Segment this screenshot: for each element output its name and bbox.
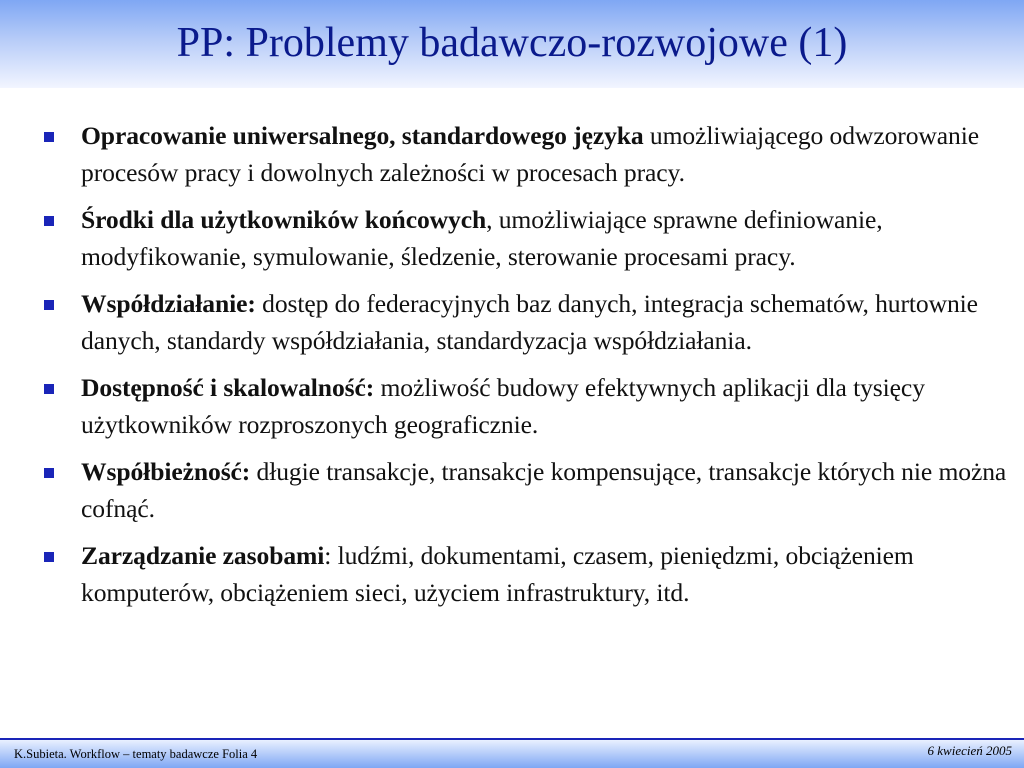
bullet-text: dostęp do federacyjnych baz danych, integracja schematów, hurtownie danych, standardy współdziałania, standardyzacja współdziałania. [81,289,978,355]
bullet-text: umożliwiającego odwzorowanie procesów pracy i dowolnych zależności w procesach pracy. [81,121,980,187]
list-item [44,537,1012,611]
bullet-heading: Środki dla użytkowników końcowych [81,205,487,234]
bullet-text: długie transakcje, transakcje kompensujące, transakcje których nie można cofnąć. [81,457,1007,523]
footer-author: K.Subieta. Workflow – tematy badawcze Folia 4 [14,747,258,761]
bullet-text: : ludźmi, dokumentami, czasem, pieniędzmi, obciążeniem komputerów, obciążeniem sieci, użyciem infrastruktury, itd. [81,541,914,607]
list-item [44,285,1012,359]
list-item [44,369,1012,443]
bullet-heading: Opracowanie uniwersalnego, standardowego języka [81,121,644,150]
bullet-heading: Dostępność i skalowalność: [81,373,375,402]
square-bullet-icon [44,384,54,394]
slide-title: PP: Problemy badawczo-rozwojowe (1) [176,20,848,66]
bullet-heading: Współdziałanie: [81,289,256,318]
square-bullet-icon [44,468,54,478]
bullet-heading: Zarządzanie zasobami [81,541,325,570]
footer-date: 6 kwiecień 2005 [927,743,1012,758]
list-item [44,117,1012,191]
square-bullet-icon [44,300,54,310]
square-bullet-icon [44,216,54,226]
bullet-text: możliwość budowy efektywnych aplikacji dla tysięcy użytkowników rozproszonych geograficznie. [81,373,925,439]
list-item [44,453,1012,527]
list-item [44,201,1012,275]
square-bullet-icon [44,132,54,142]
square-bullet-icon [44,552,54,562]
bullet-text: , umożliwiające sprawne definiowanie, modyfikowanie, symulowanie, śledzenie, sterowanie procesami pracy. [81,205,883,271]
bullet-heading: Współbieżność: [81,457,251,486]
bullet-list [44,117,1012,621]
